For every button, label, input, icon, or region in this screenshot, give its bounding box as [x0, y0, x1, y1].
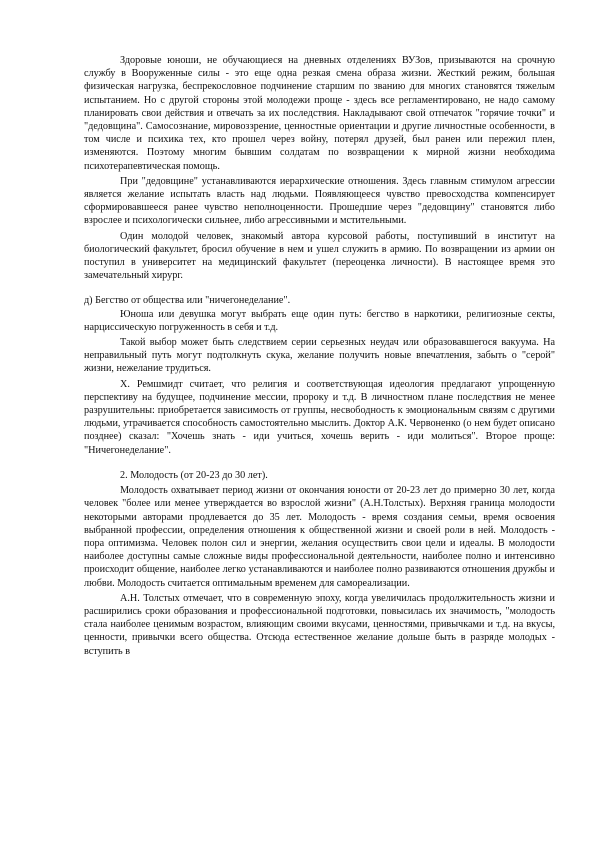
paragraph-tolstykh: А.Н. Толстых отмечает, что в современную эпоху, когда увеличилась продолжительность жизни и расширились сроки образования и профессиональной подготовки, повысилась их значимость, "молодость стала наиболее ценимым возрастом, влияющим своими вкусами, ценностями, привычками и т.д. на вкусы, ценности, привычки всего общества. Отсюда естественное желание дольше быть в разряде молодых - вступить в — [84, 592, 555, 657]
paragraph-escape-causes: Такой выбор может быть следствием серии серьезных неудач или образовавшегося вакуума. На неправильный путь могут подтолкнуть скука, желание получить новые впечатления, забыть о "серой" жизни, нежелание трудиться. — [84, 337, 555, 375]
paragraph-hazing: При "дедовщине" устанавливаются иерархические отношения. Здесь главным стимулом агрессии является желание испытать власть над людьми. Появляющееся чувство превосходства компенсирует сформировавшееся ранее чувство неполноценности. Прошедшие через "дедовщину" становятся либо взрослее и психологически сильнее, либо агрессивными и мстительными. — [84, 175, 555, 227]
paragraph-army-service: Здоровые юноши, не обучающиеся на дневных отделениях ВУЗов, призываются на срочную службу в Вооруженные силы - это еще одна резкая смена образа жизни. Жесткий режим, большая физическая нагрузка, беспрекословное подчинение старшим по званию для многих становятся тяжелым испытанием. Но с другой стороны этой молодежи проще - здесь все регламентировано, не надо самому планировать свои действия и отвечать за их последствия. Накладывают свой отпечаток "горячие точки" и "дедовщина". Самосознание, мировоззрение, ценностные ориентации и другие личностные особенности, в том числе и психика тех, кто прошел через войну, потерял друзей, был ранен или пережил плен, изменяются. Поэтому многим бывшим солдатам по возвращении к мирной жизни необходима психотерапевтическая помощь. — [84, 55, 555, 172]
paragraph-youth-period: Молодость охватывает период жизни от окончания юности от 20-23 лет до примерно 30 лет, когда человек "более или менее утверждается во взрослой жизни" (А.Н.Толстых). Верхняя граница молодости некоторыми авторами продлевается до 35 лет. Молодость - время создания семьи, время освоения выбранной профессии, определения отношения к общественной жизни и своей роли в ней. Молодость - пора оптимизма. Человек полон сил и энергии, желания осуществить свои цели и идеалы. В молодости наиболее доступны самые сложные виды профессиональной деятельности, наиболее полно и интенсивно происходит общение, наиболее легко устанавливаются и наиболее полно развиваются отношения дружбы и любви. Молодость считается оптимальным временем для самореализации. — [84, 485, 555, 589]
paragraph-remschmidt: Х. Ремшмидт считает, что религия и соответствующая идеология предлагают упрощенную перспективу на будущее, подчинение мессии, пророку и т.д. В личностном плане последствия не менее разрушительны: приобретается зависимость от группы, несвободность к эмоциональным связям с другими людьми, утрачивается способность самостоятельно мыслить. Доктор А.К. Червоненко (о нем будет описано позднее) сказал: "Хочешь знать - иди учиться, хочешь верить - иди молиться". Второе проще: "Ничегонеделание". — [84, 378, 555, 456]
paragraph-example-surgeon: Один молодой человек, знакомый автора курсовой работы, поступивший в институт на биологический факультет, бросил обучение в нем и ушел служить в армию. По возвращении из армии он поступил в университет на медицинский факультет (переоценка личности). В настоящее время это замечательный хирург. — [84, 230, 555, 282]
section-heading-youth: 2. Молодость (от 20-23 до 30 лет). — [120, 469, 268, 481]
paragraph-escape-path: Юноша или девушка могут выбрать еще один путь: бегство в наркотики, религиозные секты, нарциссическую погруженность в себя и т.д. — [84, 308, 555, 333]
document-page — [84, 54, 555, 658]
section-heading-escape: д) Бегство от общества или "ничегонеделание". — [84, 295, 291, 307]
